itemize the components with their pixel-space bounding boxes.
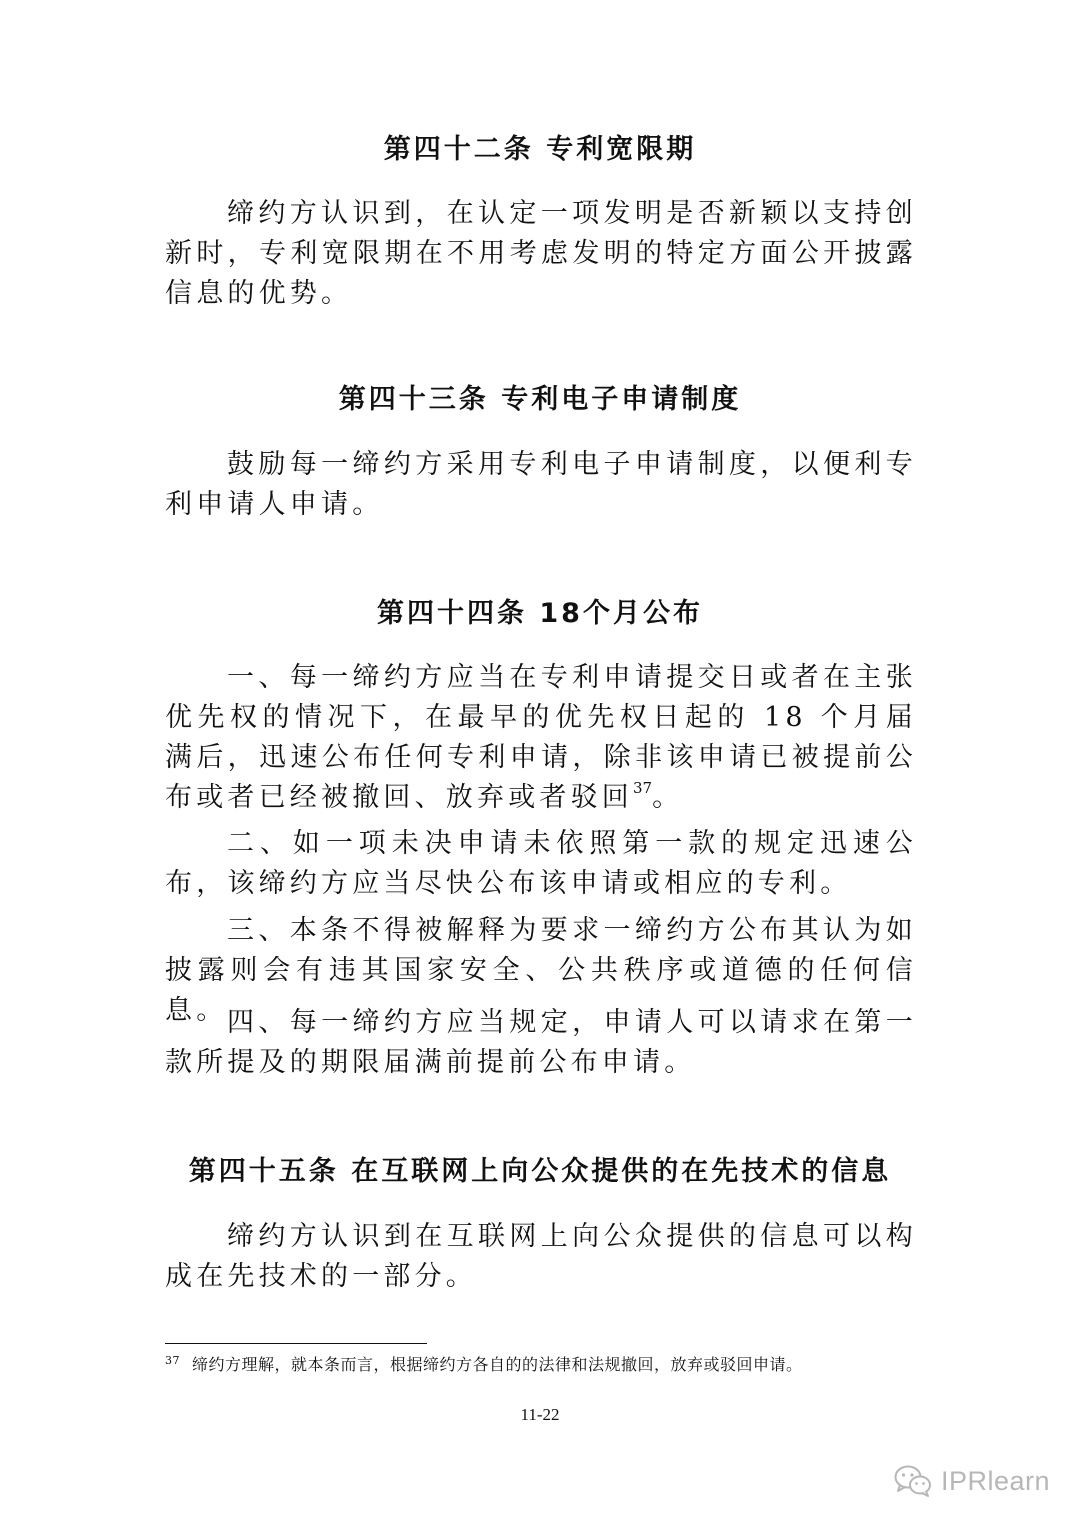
footnote-text: 缔约方理解，就本条而言，根据缔约方各自的的法律和法规撤回，放弃或驳回申请。 xyxy=(192,1355,803,1374)
article-45-heading: 第四十五条 在互联网上向公众提供的在先技术的信息 xyxy=(188,1156,892,1187)
watermark-text: IPRlearn xyxy=(941,1465,1051,1496)
footnote-number: 37 xyxy=(165,1354,180,1367)
article-44-paragraph-2: 二、如一项未决申请未依照第一款的规定迅速公布，该缔约方应当尽快公布该申请或相应的专利。 xyxy=(165,828,917,899)
article-44-paragraph-1-tail: 。 xyxy=(652,782,684,813)
watermark xyxy=(893,1461,1050,1501)
article-44-paragraph-1 xyxy=(165,658,917,818)
wechat-icon xyxy=(893,1464,933,1498)
article-43-paragraph: 鼓励每一缔约方采用专利电子申请制度，以便利专利申请人申请。 xyxy=(165,449,917,520)
footnote-separator xyxy=(165,1343,427,1344)
article-43-heading: 第四十三条 专利电子申请制度 xyxy=(338,384,742,415)
article-44-paragraph-1-text: 一、每一缔约方应当在专利申请提交日或者在主张优先权的情况下，在最早的优先权日起的 18 个月届满后，迅速公布任何专利申请，除非该申请已被提前公布或者已经被撤回、放弃或者驳回 xyxy=(165,662,917,813)
page-number: 11-22 xyxy=(520,1405,560,1424)
article-44-paragraph-3: 三、本条不得被解释为要求一缔约方公布其认为如披露则会有违其国家安全、公共秩序或道德的任何信息。 xyxy=(165,915,917,1026)
article-45-paragraph: 缔约方认识到在互联网上向公众提供的信息可以构成在先技术的一部分。 xyxy=(165,1221,917,1292)
article-42-heading: 第四十二条 专利宽限期 xyxy=(383,134,697,165)
article-42-paragraph: 缔约方认识到，在认定一项发明是否新颖以支持创新时，专利宽限期在不用考虑发明的特定方面公开披露信息的优势。 xyxy=(165,198,917,309)
footnote-reference: 37 xyxy=(633,779,653,797)
article-44-paragraph-4: 四、每一缔约方应当规定，申请人可以请求在第一款所提及的期限届满前提前公布申请。 xyxy=(165,1007,917,1078)
footnote xyxy=(165,1353,925,1377)
article-44-heading: 第四十四条 18个月公布 xyxy=(377,598,703,629)
